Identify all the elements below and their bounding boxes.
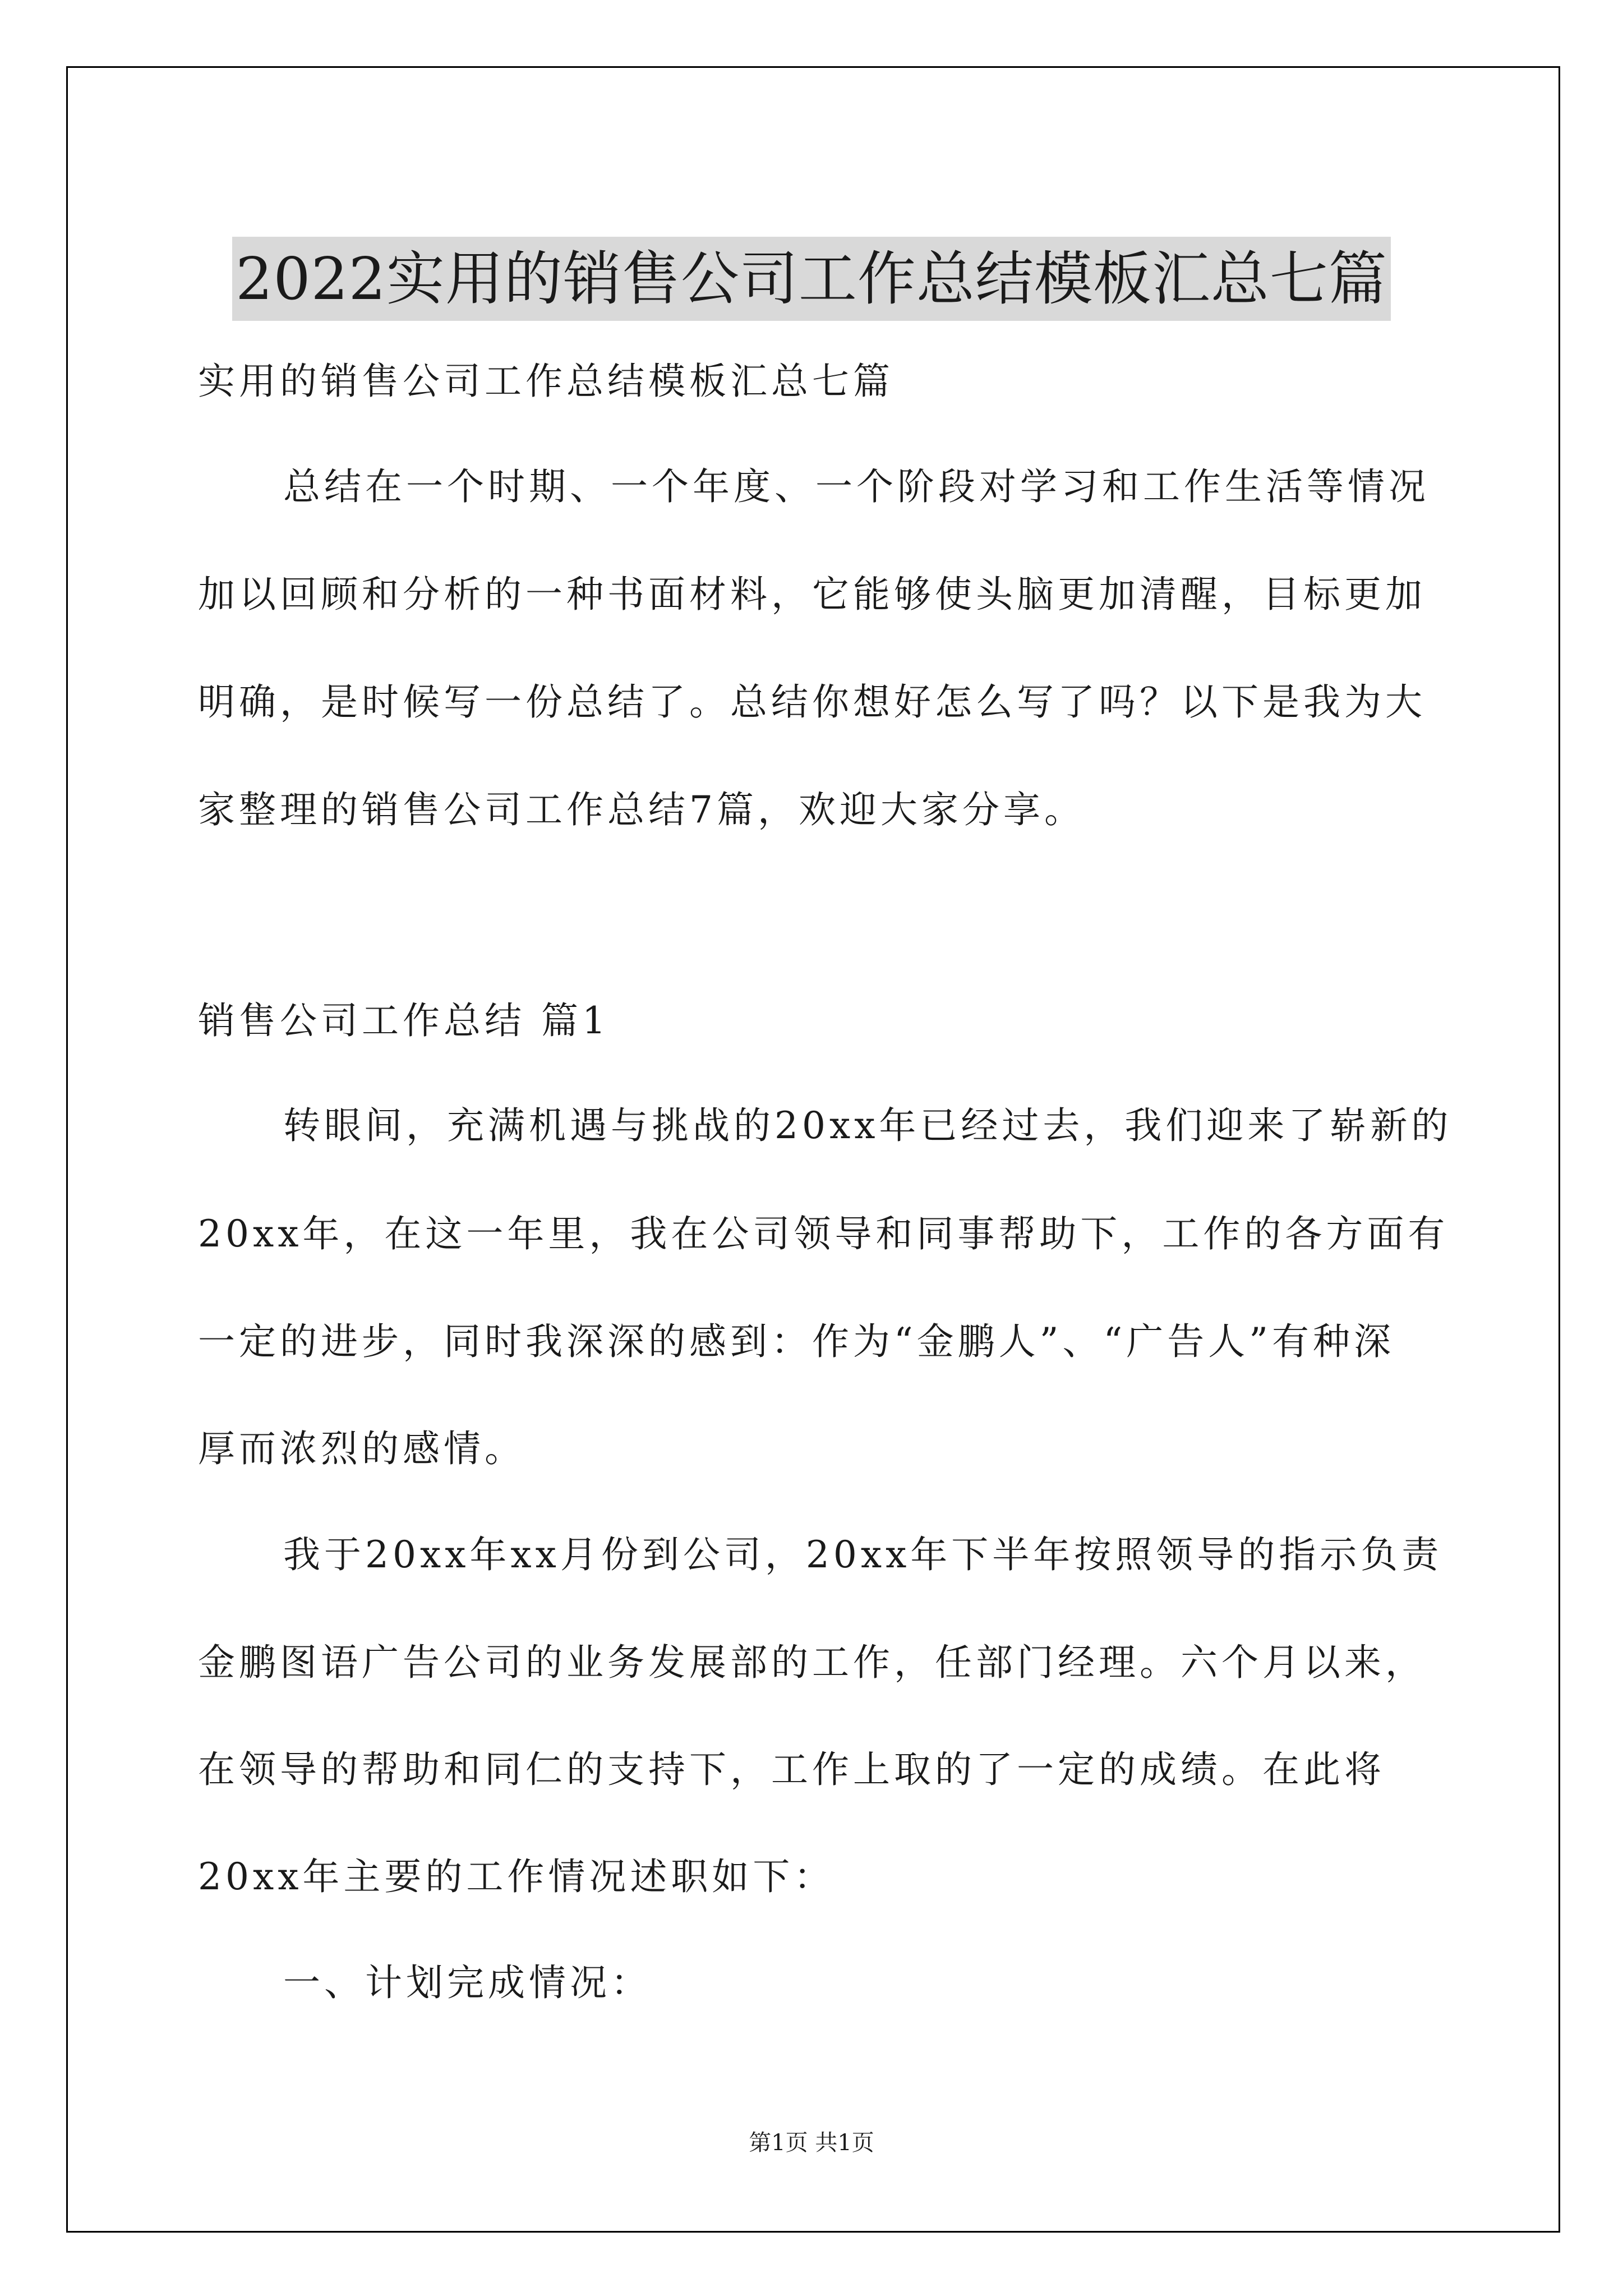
intro-line-4: 家整理的销售公司工作总结7篇，欢迎大家分享。 [198, 788, 1085, 831]
para2-line-4: 20xx年主要的工作情况述职如下： [198, 1855, 835, 1898]
para2-line-3: 在领导的帮助和同仁的支持下，工作上取的了一定的成绩。在此将 [198, 1748, 1385, 1791]
title-container [0, 197, 1623, 360]
para1-line-3: 一定的进步，同时我深深的感到：作为“金鹏人”、“广告人”有种深 [198, 1320, 1395, 1363]
plan-item-heading: 一、计划完成情况： [283, 1961, 652, 2004]
para2-line-2: 金鹏图语广告公司的业务发展部的工作，任部门经理。六个月以来， [198, 1641, 1426, 1684]
para1-line-1: 转眼间，充满机遇与挑战的20xx年已经过去，我们迎来了崭新的 [283, 1104, 1453, 1147]
intro-line-1: 总结在一个时期、一个年度、一个阶段对学习和工作生活等情况 [283, 465, 1430, 508]
para1-line-4: 厚而浓烈的感情。 [198, 1427, 525, 1470]
document-subtitle: 实用的销售公司工作总结模板汇总七篇 [198, 360, 894, 403]
section-heading: 销售公司工作总结 篇1 [198, 999, 610, 1042]
para2-line-1: 我于20xx年xx月份到公司，20xx年下半年按照领导的指示负责 [283, 1533, 1443, 1576]
intro-line-3: 明确，是时候写一份总结了。总结你想好怎么写了吗？以下是我为大 [198, 680, 1426, 724]
document-title: 2022实用的销售公司工作总结模板汇总七篇 [232, 237, 1391, 321]
para1-line-2: 20xx年，在这一年里，我在公司领导和同事帮助下，工作的各方面有 [198, 1212, 1449, 1255]
intro-line-2: 加以回顾和分析的一种书面材料，它能够使头脑更加清醒，目标更加 [198, 573, 1426, 616]
page-footer: 第1页 共1页 [749, 2130, 874, 2156]
